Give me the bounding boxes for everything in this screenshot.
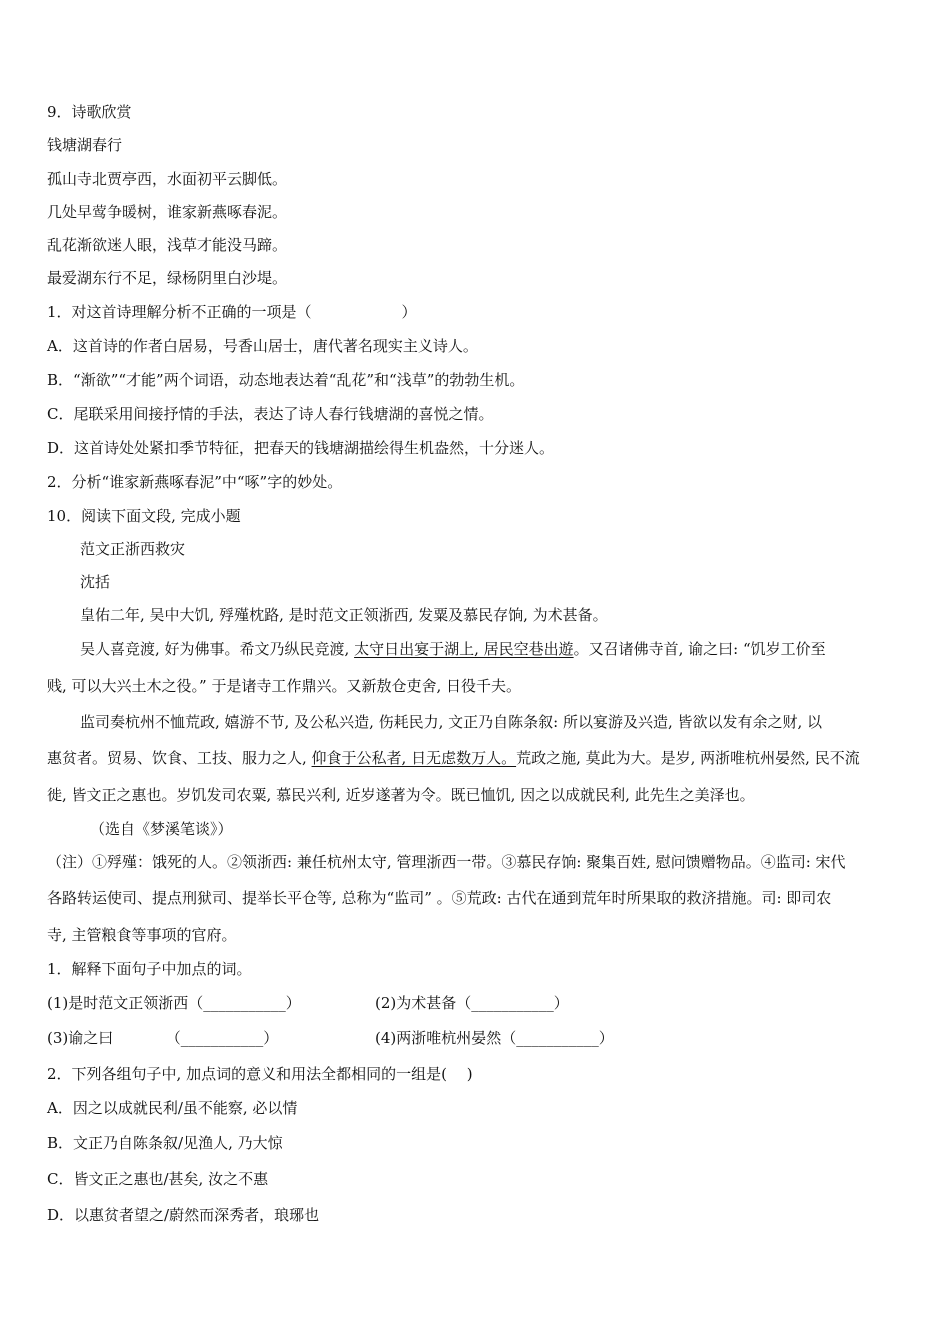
passage-p2-line1 <box>80 639 826 659</box>
q10-sub1: 1．解释下面句子中加点的词。 <box>47 960 252 978</box>
notes-line: 寺, 主管粮食等事项的官府。 <box>47 926 237 944</box>
item-1: (1)是时范文正领浙西（___________） <box>47 994 301 1012</box>
option-c: C．皆文正之惠也/甚矣, 汝之不惠 <box>47 1170 269 1188</box>
passage-title: 范文正浙西救灾 <box>80 540 186 558</box>
q9-sub2: 2．分析“谁家新燕啄春泥”中“啄”字的妙处。 <box>47 473 343 491</box>
q10-heading: 10．阅读下面文段, 完成小题 <box>47 507 241 525</box>
option-a: A．因之以成就民利/虽不能察, 必以情 <box>47 1099 298 1117</box>
passage-p1: 皇佑二年, 吴中大饥, 殍殣枕路, 是时范文正领浙西, 发粟及慕民存饷, 为术甚备。 <box>80 606 608 624</box>
passage-p3-line2 <box>47 748 860 768</box>
text: 荒政之施, 莫此为大。是岁, 两浙唯杭州晏然, 民不流 <box>516 749 860 767</box>
text: 。又召诸佛寺首, 谕之曰: “饥岁工价至 <box>573 640 826 658</box>
text: 吴人喜竞渡, 好为佛事。希文乃纵民竞渡, <box>80 640 355 658</box>
underlined-sentence: 太守日出宴于湖上, 居民空巷出遊 <box>354 640 574 658</box>
option-c: C．尾联采用间接抒情的手法，表达了诗人春行钱塘湖的喜悦之情。 <box>47 405 494 423</box>
passage-source: （选自《梦溪笔谈》） <box>90 820 233 838</box>
passage-author: 沈括 <box>80 573 111 591</box>
item-3: (3)谕之曰 （___________） <box>47 1029 279 1047</box>
option-b: B．文正乃自陈条叙/见渔人, 乃大惊 <box>47 1134 283 1152</box>
poem-line: 孤山寺北贾亭西，水面初平云脚低。 <box>47 170 288 188</box>
passage-p3-line1: 监司奏杭州不恤荒政, 嬉游不节, 及公私兴造, 伤耗民力, 文正乃自陈条叙: 所以宴游及兴造, 皆欲以发有余之财, 以 <box>80 713 823 731</box>
item-2: (2)为术甚备（___________） <box>375 994 569 1012</box>
q9-heading: 9．诗歌欣赏 <box>47 103 132 121</box>
option-d: D．以惠贫者望之/蔚然而深秀者，琅琊也 <box>47 1206 320 1224</box>
option-d: D．这首诗处处紧扣季节特征，把春天的钱塘湖描绘得生机盎然，十分迷人。 <box>47 439 555 457</box>
underlined-sentence: 仰食于公私者, 日无虑数万人。 <box>311 749 517 767</box>
option-b: B．“渐欲”“才能”两个词语，动态地表达着“乱花”和“浅草”的勃勃生机。 <box>47 371 525 389</box>
item-4: (4)两浙唯杭州晏然（___________） <box>375 1029 614 1047</box>
notes-line: 各路转运使司、提点刑狱司、提举长平仓等, 总称为“监司” 。⑤荒政: 古代在通到荒年时所果取的救济措施。司: 即司农 <box>47 889 832 907</box>
text: 惠贫者。贸易、饮食、工技、服力之人, <box>47 749 312 767</box>
poem-title: 钱塘湖春行 <box>47 136 123 154</box>
poem-line: 几处早莺争暖树，谁家新燕啄春泥。 <box>47 203 288 221</box>
option-a: A．这首诗的作者白居易，号香山居士，唐代著名现实主义诗人。 <box>47 337 478 355</box>
q10-sub2: 2．下列各组句子中, 加点词的意义和用法全都相同的一组是( ) <box>47 1065 473 1083</box>
poem-line: 乱花渐欲迷人眼，浅草才能没马蹄。 <box>47 236 288 254</box>
poem-line: 最爱湖东行不足，绿杨阴里白沙堤。 <box>47 269 288 287</box>
passage-p3-line3: 徙, 皆文正之惠也。岁饥发司农粟, 慕民兴利, 近岁遂著为令。既已恤饥, 因之以成就民利, 此先生之美泽也。 <box>47 786 755 804</box>
passage-p2-line2: 贱, 可以大兴土木之役。” 于是诸寺工作鼎兴。又新敖仓吏舍, 日役千夫。 <box>47 677 522 695</box>
notes-line: （注）①殍殣：饿死的人。②领浙西: 兼任杭州太守, 管理浙西一带。③慕民存饷: 聚集百姓, 慰问馈赠物品。④监司: 宋代 <box>47 853 846 871</box>
q9-sub1: 1．对这首诗理解分析不正确的一项是（ ） <box>47 303 417 321</box>
